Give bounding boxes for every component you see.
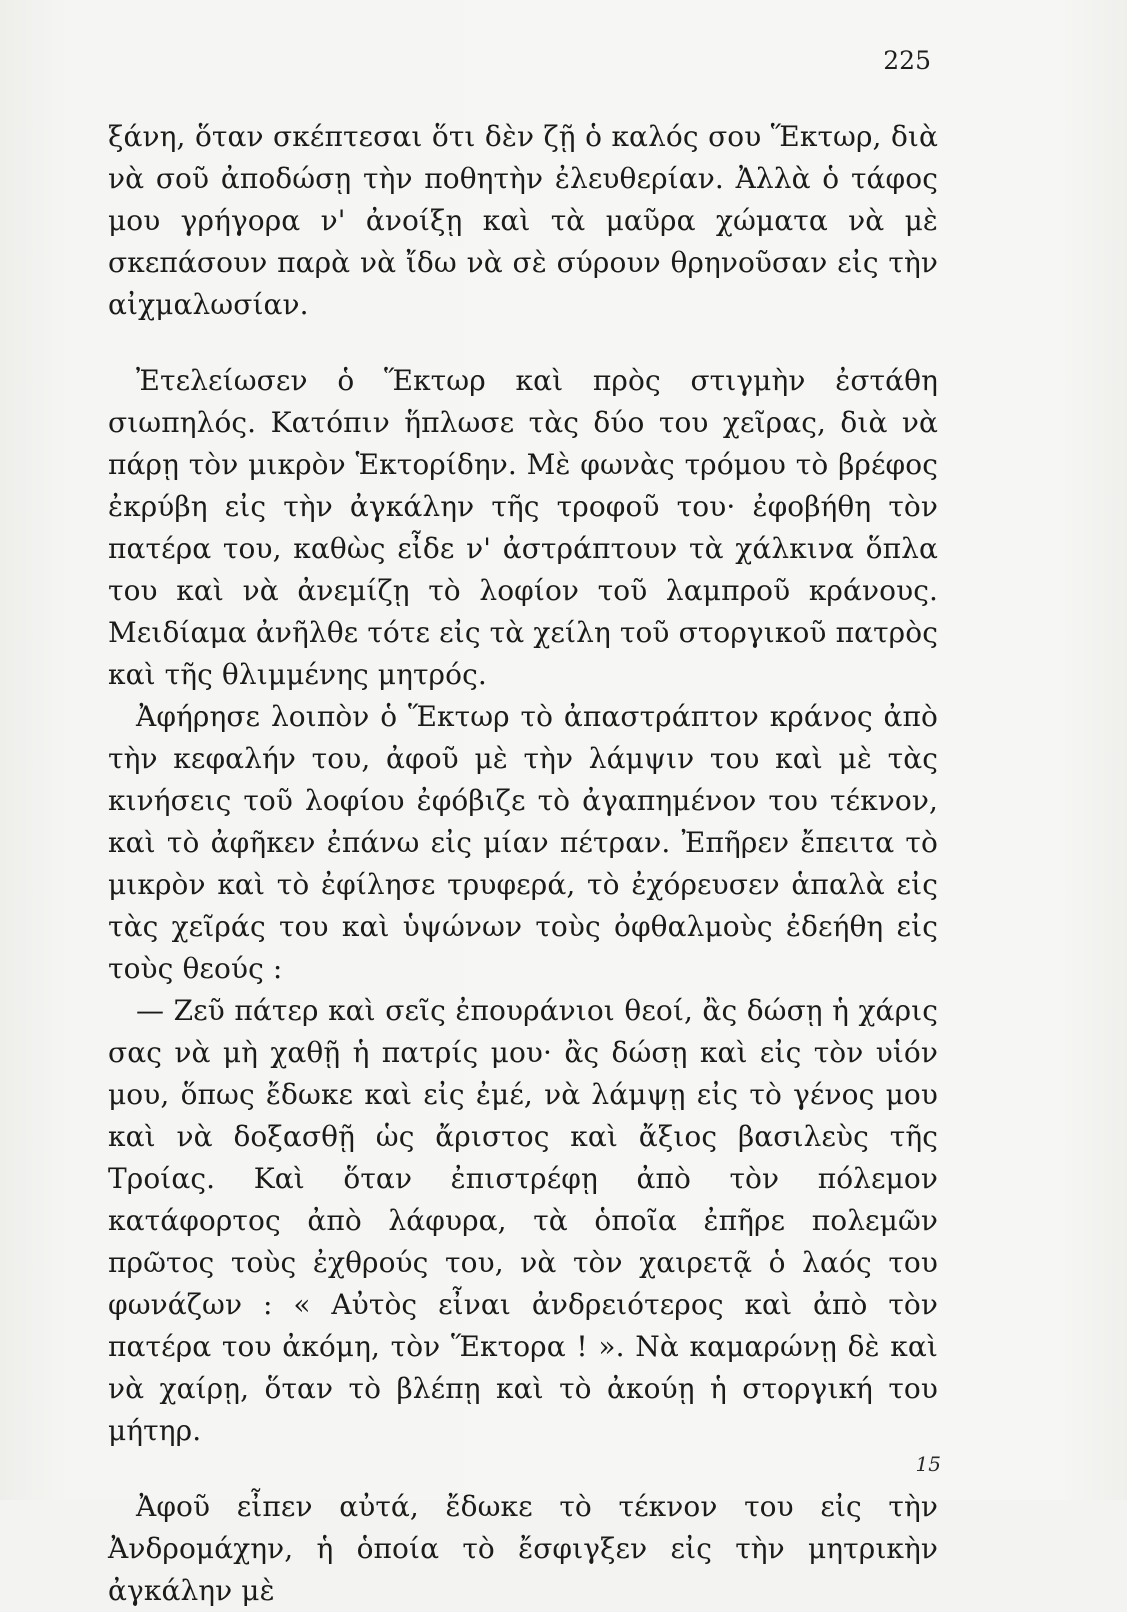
paragraph-1: ξάνη, ὅταν σκέπτεσαι ὅτι δὲν ζῇ ὁ καλός σου Ἕκτωρ, διὰ νὰ σοῦ ἀποδώσῃ τὴν ποθητὴν ἐλευθερίαν. Ἀλλὰ ὁ τάφος μου γρήγορα ν' ἀνοίξῃ καὶ τὰ μαῦρα χώματα νὰ μὲ σκεπάσουν παρὰ νὰ ἴδω νὰ σὲ σύρουν θρηνοῦσαν εἰς τὴν αἰχμαλωσίαν. [108,120,938,321]
paragraph-3: Ἀφήρησε λοιπὸν ὁ Ἕκτωρ τὸ ἀπαστράπτον κράνος ἀπὸ τὴν κεφαλήν του, ἀφοῦ μὲ τὴν λάμψιν του καὶ μὲ τὰς κινήσεις τοῦ λοφίου ἐφόβιζε τὸ ἀγαπημένον του τέκνον, καὶ τὸ ἀφῆκεν ἐπάνω εἰς μίαν πέτραν. Ἐπῆρεν ἔπειτα τὸ μικρὸν καὶ τὸ ἐφίλησε τρυφερά, τὸ ἐχόρευσεν ἁπαλὰ εἰς τὰς χεῖράς του καὶ ὑψώνων τοὺς ὀφθαλμοὺς ἐδεήθη εἰς τοὺς θεούς : [108,700,938,985]
paragraph-5: Ἀφοῦ εἶπεν αὐτά, ἔδωκε τὸ τέκνον του εἰς τὴν Ἀνδρομάχην, ἡ ὁποία τὸ ἔσφιγξεν εἰς τὴν μητρικὴν ἀγκάλην μὲ [108,1490,938,1607]
paragraph-4: — Ζεῦ πάτερ καὶ σεῖς ἐπουράνιοι θεοί, ἂς δώσῃ ἡ χάρις σας νὰ μὴ χαθῇ ἡ πατρίς μου· ἂς δώσῃ καὶ εἰς τὸν υἱόν μου, ὅπως ἔδωκε καὶ εἰς ἐμέ, νὰ λάμψῃ εἰς τὸ γένος μου καὶ νὰ δοξασθῇ ὡς ἄριστος καὶ ἄξιος βασιλεὺς τῆς Τροίας. Καὶ ὅταν ἐπιστρέφῃ ἀπὸ τὸν πόλεμον κατάφορτος ἀπὸ λάφυρα, τὰ ὁποῖα ἐπῆρε πολεμῶν πρῶτος τοὺς ἐχθρούς του, νὰ τὸν χαιρετᾷ ὁ λαός του φωνάζων : « Αὐτὸς εἶναι ἀνδρειότερος καὶ ἀπὸ τὸν πατέρα του ἀκόμη, τὸν Ἕκτορα ! ». Νὰ καμαρώνῃ δὲ καὶ νὰ χαίρῃ, ὅταν τὸ βλέπῃ καὶ τὸ ἀκούῃ ἡ στοργική του μήτηρ. [108,994,938,1447]
body-text [108,116,938,1612]
paragraph-2: Ἐτελείωσεν ὁ Ἕκτωρ καὶ πρὸς στιγμὴν ἐστάθη σιωπηλός. Κατόπιν ἥπλωσε τὰς δύο του χεῖρας, διὰ νὰ πάρῃ τὸν μικρὸν Ἑκτορίδην. Μὲ φωνὰς τρόμου τὸ βρέφος ἐκρύβη εἰς τὴν ἀγκάλην τῆς τροφοῦ του· ἐφοβήθη τὸν πατέρα του, καθὼς εἶδε ν' ἀστράπτουν τὰ χάλκινα ὅπλα του καὶ νὰ ἀνεμίζῃ τὸ λοφίον τοῦ λαμπροῦ κράνους. Μειδίαμα ἀνῆλθε τότε εἰς τὰ χείλη τοῦ στοργικοῦ πατρὸς καὶ τῆς θλιμμένης μητρός. [108,364,938,691]
page-number: 225 [883,46,931,75]
signature-mark: 15 [915,1452,941,1476]
